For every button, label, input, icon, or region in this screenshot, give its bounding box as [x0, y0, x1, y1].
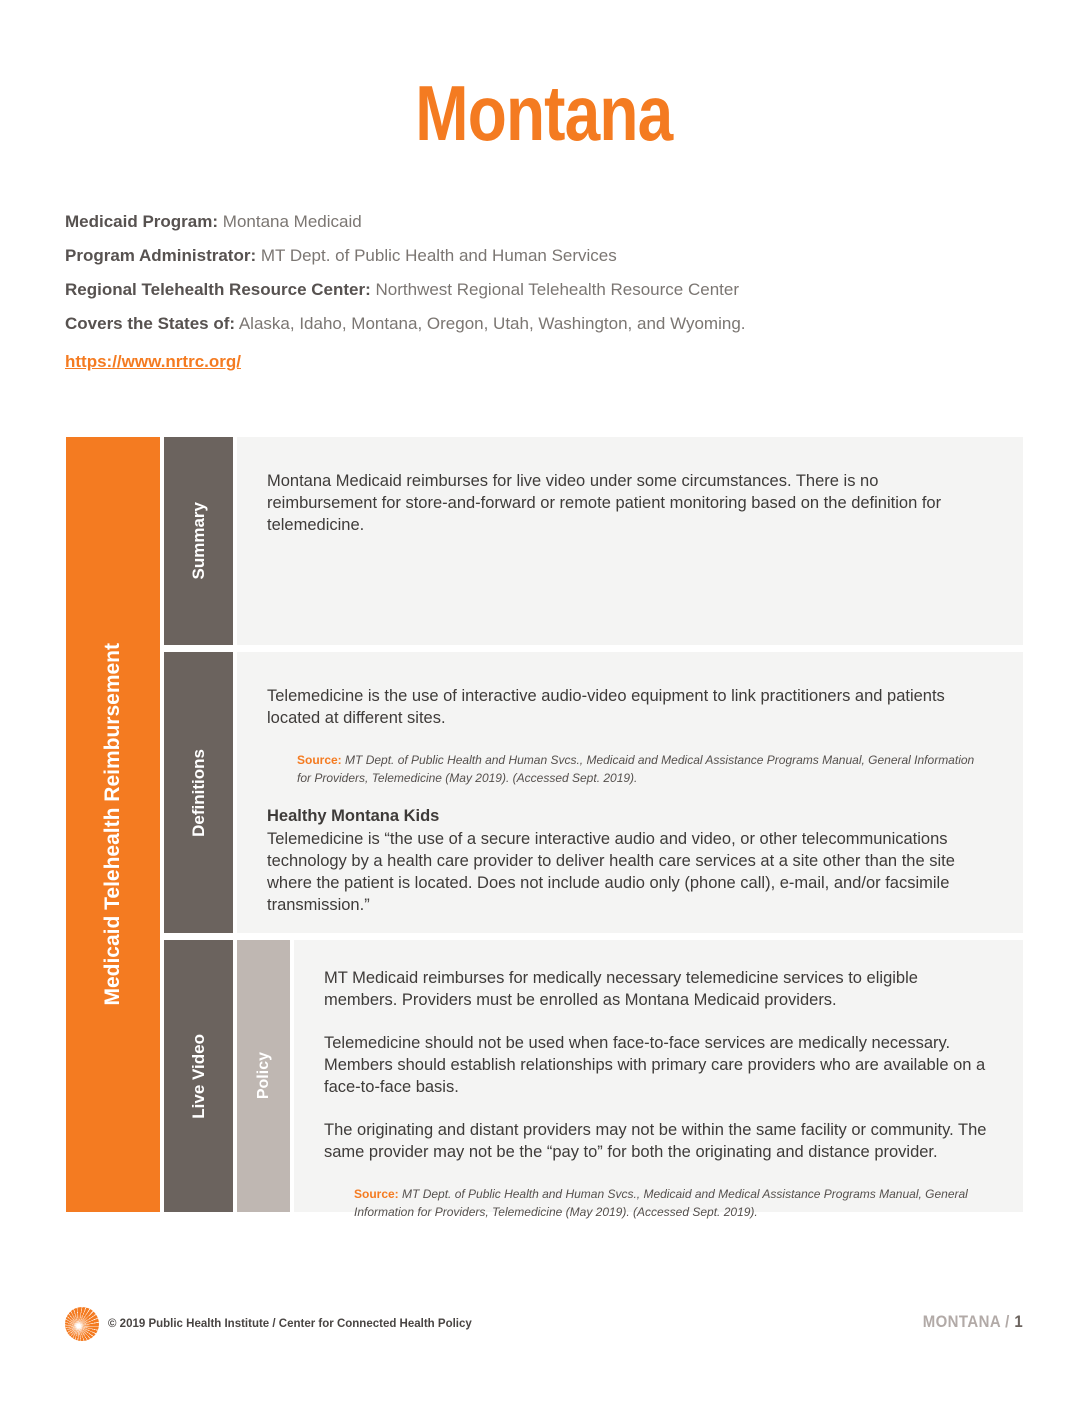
header-field-medicaid-program — [65, 212, 965, 232]
field-value: Northwest Regional Telehealth Resource Center — [375, 280, 739, 299]
live-video-paragraph-1: MT Medicaid reimburses for medically necessary telemedicine services to eligible members. Providers must be enrolled as Montana Medicaid providers. — [324, 969, 918, 1009]
definitions-paragraph-1: Telemedicine is the use of interactive audio-video equipment to link practitioners and patients located at different sites. — [267, 687, 945, 727]
sunburst-logo-icon — [65, 1307, 99, 1341]
source-label: Source: — [297, 752, 342, 767]
definitions-source-1 — [297, 751, 991, 788]
source-citation: MT Dept. of Public Health and Human Svcs., Medicaid and Medical Assistance Programs Manual, General Information for Providers, Telemedicine (May 2019). (Accessed Sept. 2019). — [297, 752, 975, 786]
field-value: MT Dept. of Public Health and Human Services — [260, 246, 617, 265]
live-video-source — [354, 1185, 991, 1222]
row-sublabel-text: Policy — [254, 1052, 272, 1100]
field-label: Regional Telehealth Resource Center: — [65, 280, 371, 299]
row-label-definitions — [164, 652, 233, 933]
reimbursement-table — [66, 437, 1023, 1220]
row-label-summary — [164, 437, 233, 645]
live-video-policy-content-cell — [294, 940, 1023, 1220]
sidebar-title: Medicaid Telehealth Reimbursement — [101, 643, 124, 1006]
header-field-program-administrator — [65, 246, 965, 266]
summary-paragraph: Montana Medicaid reimburses for live video under some circumstances. There is no reimbursement for store-and-forward or remote patient monitoring based on the definition for telemedicine. — [267, 472, 942, 534]
definitions-content-cell — [237, 652, 1023, 933]
summary-content-cell — [237, 437, 1023, 645]
page-title-text: Montana — [415, 69, 673, 157]
live-video-paragraph-3: The originating and distant providers may not be within the same facility or community. The same provider may not be the “pay to” for both the originating and distance provider. — [324, 1120, 987, 1161]
header-field-covers-the-states-of — [65, 314, 965, 334]
footer-page-number: 1 — [1014, 1312, 1023, 1331]
table-row-definitions — [164, 652, 1023, 933]
table-row-live-video — [164, 940, 1023, 1220]
definitions-paragraph-2: Telemedicine is “the use of a secure interactive audio and video, or other telecommunications technology by a health care provider to deliver health care services at a site other than the site where the patient is located. Does not include audio only (phone call), e-mail, and/or facsimile transmission.” — [267, 830, 955, 914]
row-label-text: Live Video — [188, 1033, 208, 1119]
row-label-live-video — [164, 940, 233, 1212]
row-label-text: Definitions — [188, 748, 208, 837]
source-label: Source: — [354, 1186, 399, 1201]
field-label: Medicaid Program: — [65, 212, 219, 231]
table-row-summary — [164, 437, 1023, 645]
definitions-subheading: Healthy Montana Kids — [267, 807, 440, 826]
footer-page-indicator — [923, 1312, 1023, 1332]
row-label-text: Summary — [188, 502, 208, 580]
header-field-regional-telehealth-resource-center — [65, 280, 965, 300]
row-sublabel-policy — [237, 940, 290, 1212]
field-value: Montana Medicaid — [222, 212, 362, 231]
table-rows — [164, 437, 1023, 1220]
sidebar-medicaid-telehealth-reimbursement — [66, 437, 160, 1212]
field-value: Alaska, Idaho, Montana, Oregon, Utah, Washington, and Wyoming. — [238, 314, 746, 333]
page-title — [0, 68, 1088, 159]
source-citation: MT Dept. of Public Health and Human Svcs., Medicaid and Medical Assistance Programs Manual, General Information for Providers, Telemedicine (May 2019). (Accessed Sept. 2019). — [354, 1186, 968, 1220]
field-label: Covers the States of: — [65, 314, 236, 333]
field-label: Program Administrator: — [65, 246, 257, 265]
footer-copyright: © 2019 Public Health Institute / Center for Connected Health Policy — [108, 1318, 472, 1330]
footer-state-label: MONTANA / — [922, 1312, 1010, 1331]
header-info-block — [65, 212, 965, 372]
resource-center-link[interactable]: https://www.nrtrc.org/ — [65, 352, 241, 371]
live-video-paragraph-2: Telemedicine should not be used when face-to-face services are medically necessary. Members should establish relationships with primary care providers who are available on a face-to-face basis. — [324, 1033, 986, 1096]
